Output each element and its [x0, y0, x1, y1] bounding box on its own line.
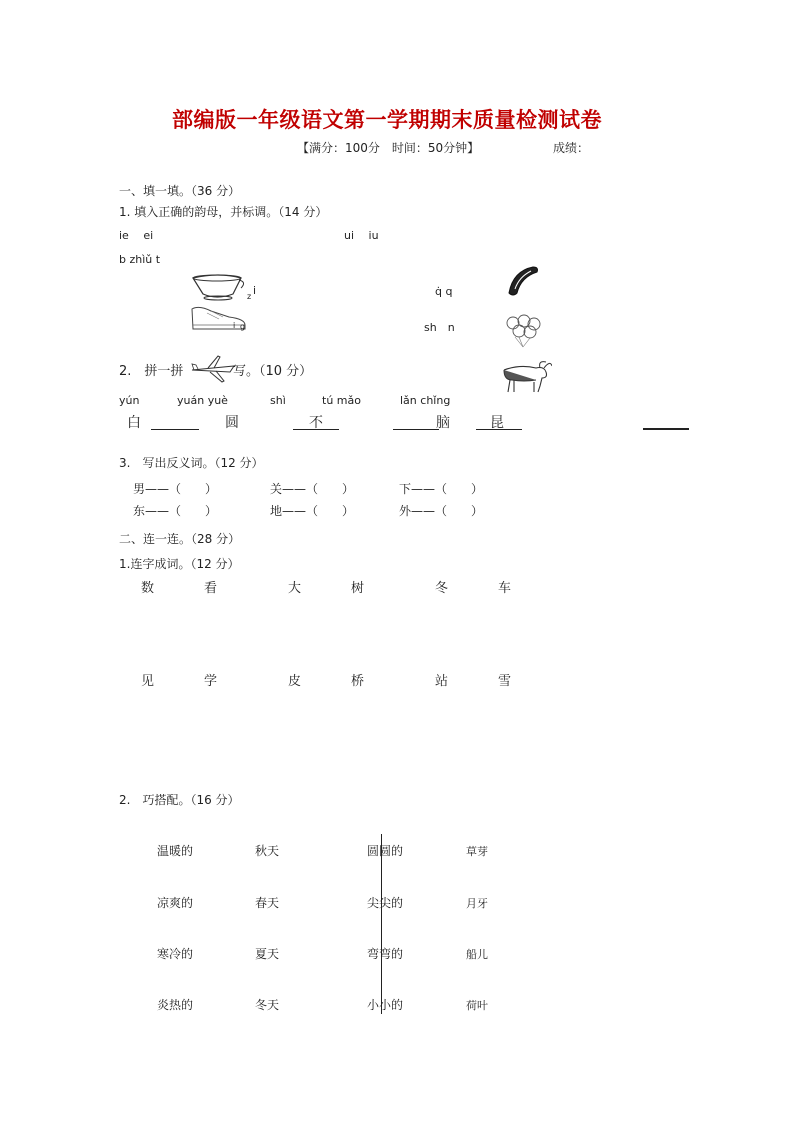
bottom-char-5[interactable]: 站 — [435, 674, 449, 689]
s2-q1-heading: 1.连字成词。（12 分） — [119, 557, 240, 571]
char-5: 昆 — [490, 415, 504, 431]
match-object-4[interactable]: 荷叶 — [466, 999, 488, 1012]
antonym-3[interactable]: 下——（ ） — [399, 482, 484, 496]
page-title: 部编版一年级语文第一学期期末质量检测试卷 — [172, 107, 602, 132]
exam-meta: 【满分：100分 时间：50分钟】 — [297, 141, 480, 155]
pinyin-4: tú mǎo — [322, 394, 361, 407]
cup-sub: z — [247, 292, 252, 301]
antonym-2[interactable]: 关——（ ） — [270, 482, 355, 496]
char-3: 不 — [309, 415, 323, 431]
match-adj-1[interactable]: 温暖的 — [157, 844, 194, 858]
bottom-char-1[interactable]: 见 — [141, 674, 155, 689]
q2-heading-a: 2. 拼一拼 — [119, 364, 184, 379]
answer-blank-5[interactable] — [643, 428, 689, 430]
shoe-sub: i — [233, 321, 236, 330]
top-char-4[interactable]: 树 — [351, 581, 365, 596]
char-1: 白 — [127, 415, 141, 431]
match-season-1[interactable]: 秋天 — [255, 844, 280, 858]
buffalo-icon — [500, 356, 552, 396]
shoe-sub2: g — [240, 322, 246, 331]
q1-row1-right: ui iu — [344, 229, 379, 242]
s2-q2-heading: 2. 巧搭配。（16 分） — [119, 793, 240, 807]
bottom-char-3[interactable]: 皮 — [288, 674, 302, 689]
match-shape-4[interactable]: 小小的 — [367, 998, 404, 1012]
cup-letter: i — [253, 284, 257, 297]
top-char-3[interactable]: 大 — [288, 581, 302, 596]
pinyin-3: shì — [270, 394, 286, 407]
section1-heading: 一、填一填。（36 分） — [119, 184, 241, 198]
match-adj-2[interactable]: 凉爽的 — [157, 896, 194, 910]
antonym-6[interactable]: 外——（ ） — [399, 504, 484, 518]
pinyin-1: yún — [119, 394, 140, 407]
char-4: 脑 — [436, 415, 450, 431]
top-char-6[interactable]: 车 — [498, 581, 512, 596]
pinyin-2: yuán yuè — [177, 394, 228, 407]
bottom-char-4[interactable]: 桥 — [351, 674, 365, 689]
section2-heading: 二、连一连。（28 分） — [119, 532, 241, 546]
q1-shn: sh n — [424, 321, 455, 334]
q1-qq: q̇ q — [435, 285, 453, 298]
airplane-icon — [190, 354, 236, 384]
q3-heading: 3. 写出反义词。（12 分） — [119, 456, 264, 470]
antonym-5[interactable]: 地——（ ） — [270, 504, 355, 518]
q2-heading-b: 写。（10 分） — [233, 364, 313, 379]
match-season-2[interactable]: 春天 — [255, 896, 280, 910]
match-object-3[interactable]: 船儿 — [466, 948, 488, 961]
match-season-3[interactable]: 夏天 — [255, 947, 280, 961]
pinyin-5: lǎn chǐng — [400, 394, 451, 407]
bottom-char-2[interactable]: 学 — [204, 674, 218, 689]
match-shape-2[interactable]: 尖尖的 — [367, 896, 404, 910]
q1-row2: b zhìǔ t — [119, 253, 161, 266]
match-season-4[interactable]: 冬天 — [255, 998, 280, 1012]
match-object-2[interactable]: 月牙 — [466, 897, 488, 910]
match-adj-3[interactable]: 寒冷的 — [157, 947, 194, 961]
divider-line — [381, 834, 382, 1014]
top-char-2[interactable]: 看 — [204, 581, 218, 596]
match-adj-4[interactable]: 炎热的 — [157, 998, 194, 1012]
bottom-char-6[interactable]: 雪 — [498, 674, 512, 689]
answer-blank-1[interactable] — [151, 429, 199, 430]
sausage-icon — [503, 263, 543, 299]
score-label: 成绩： — [553, 141, 590, 155]
antonym-1[interactable]: 男——（ ） — [133, 482, 218, 496]
q1-row1-left: ie ei — [119, 229, 154, 242]
char-2: 圆 — [225, 415, 239, 431]
balloons-icon — [503, 313, 543, 349]
match-shape-1[interactable]: 圆圆的 — [367, 844, 404, 858]
match-shape-3[interactable]: 弯弯的 — [367, 947, 404, 961]
answer-blank-3[interactable] — [393, 429, 439, 430]
top-char-5[interactable]: 冬 — [435, 581, 449, 596]
match-object-1[interactable]: 草芽 — [466, 845, 488, 858]
top-char-1[interactable]: 数 — [141, 581, 155, 596]
antonym-4[interactable]: 东——（ ） — [133, 504, 218, 518]
q1-heading: 1. 填入正确的韵母，并标调。（14 分） — [119, 205, 328, 219]
cup-icon — [189, 272, 252, 302]
